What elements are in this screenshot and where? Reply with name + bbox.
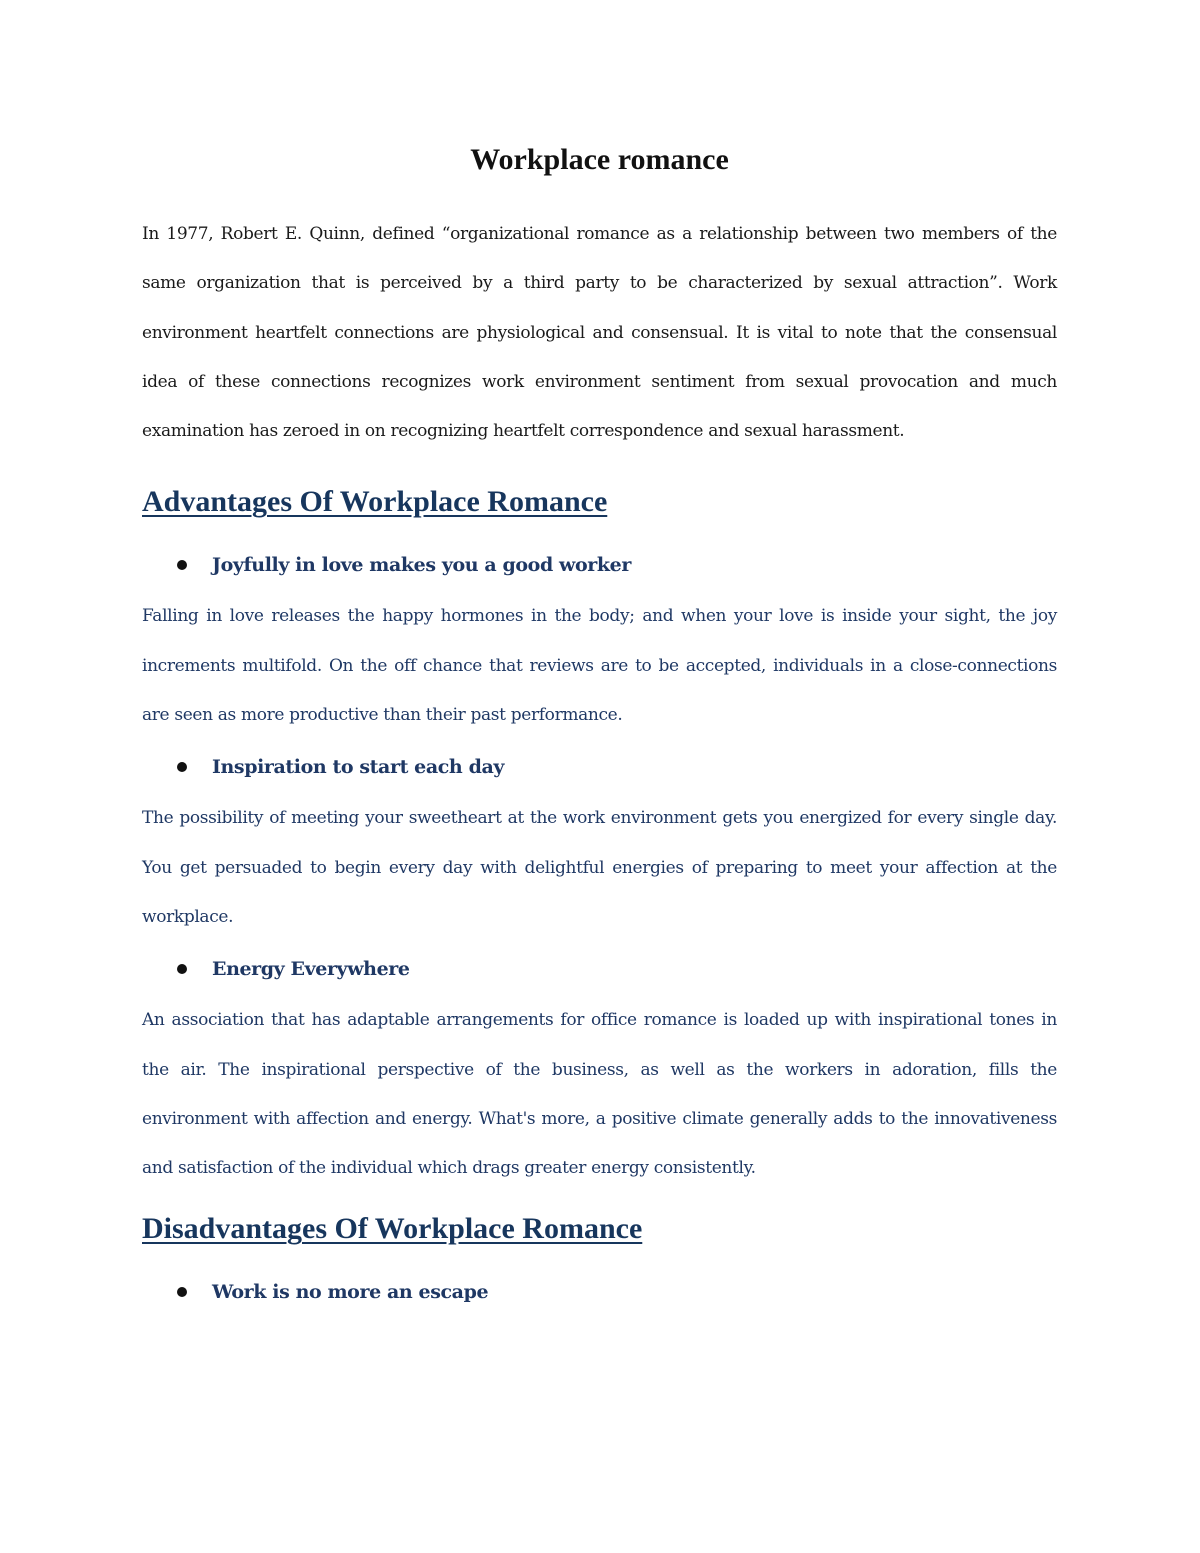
advantage-paragraph-2: The possibility of meeting your sweetheart at the work environment gets you energized for every single day. You get persuaded to begin every day with delightful energies of preparing to meet your affection at the workplace. xyxy=(142,808,1057,927)
advantages-heading: Advantages Of Workplace Romance xyxy=(142,485,608,519)
bullet-icon xyxy=(177,964,187,974)
advantage-paragraph-3: An association that has adaptable arrangements for office romance is loaded up with inspirational tones in the air. The inspirational perspective of the business, as well as the workers in adoration, fills the environment with affection and energy. What's more, a positive climate generally adds to the innovativeness and satisfaction of the individual which drags greater energy consistently. xyxy=(142,1010,1057,1179)
bullet-label: Joyfully in love makes you a good worker xyxy=(212,554,631,577)
bullet-item-energy-everywhere xyxy=(142,954,1057,984)
document-title: Workplace romance xyxy=(470,143,729,176)
bullet-icon xyxy=(177,1287,187,1297)
intro-paragraph: In 1977, Robert E. Quinn, defined “organizational romance as a relationship between two members of the same organization that is perceived by a third party to be characterized by sexual attraction”. Work environment heartfelt connections are physiological and consensual. It is vital to note that the consensual idea of these connections recognizes work environment sentiment from sexual provocation and much examination has zeroed in on recognizing heartfelt correspondence and sexual harassment. xyxy=(142,224,1057,442)
bullet-label: Energy Everywhere xyxy=(212,958,410,981)
bullet-label: Work is no more an escape xyxy=(212,1281,489,1304)
bullet-icon xyxy=(177,762,187,772)
bullet-item-work-no-escape xyxy=(142,1277,1057,1307)
bullet-icon xyxy=(177,560,187,570)
advantage-paragraph-1: Falling in love releases the happy hormones in the body; and when your love is inside your sight, the joy increments multifold. On the off chance that reviews are to be accepted, individuals in a close-connections are seen as more productive than their past performance. xyxy=(142,606,1057,726)
disadvantages-heading: Disadvantages Of Workplace Romance xyxy=(142,1212,643,1246)
bullet-label: Inspiration to start each day xyxy=(212,756,505,779)
bullet-item-joyfully-in-love xyxy=(142,550,1057,580)
document-body xyxy=(142,140,1057,1307)
bullet-item-inspiration xyxy=(142,752,1057,782)
